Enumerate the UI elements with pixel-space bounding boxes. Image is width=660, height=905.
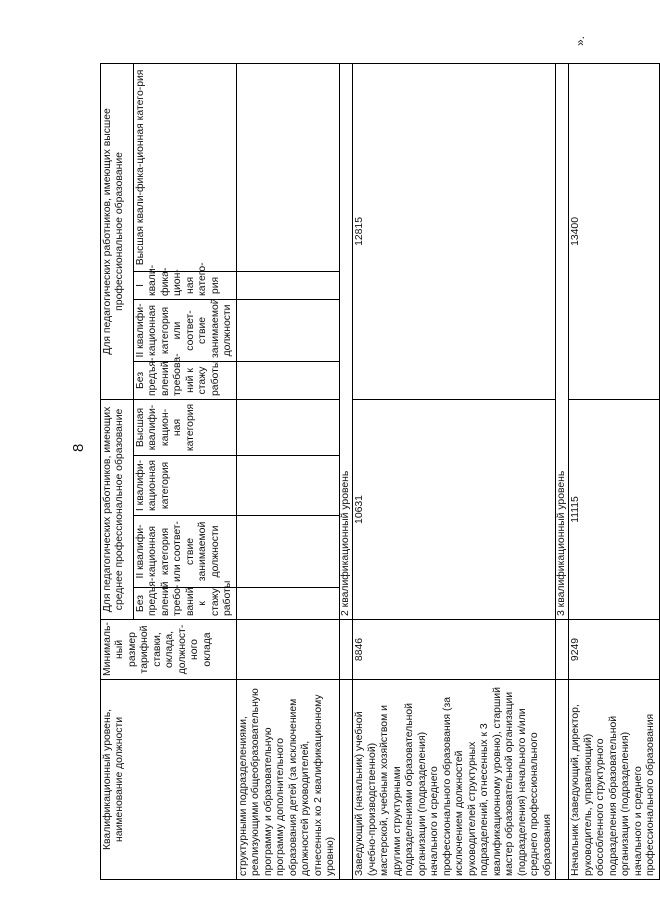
header-group-higher: Для педагогических работников, имеющих высшее профессиональное образование xyxy=(101,63,134,399)
table-row xyxy=(236,63,339,879)
row3-min-salary: 9249 xyxy=(569,620,659,680)
row1-min-salary xyxy=(236,620,339,680)
row1-cell xyxy=(236,588,339,620)
level3-blank xyxy=(555,680,568,880)
row1-cell xyxy=(236,361,339,399)
row3-secondary-salary: 11115 xyxy=(569,399,659,619)
level3-heading: 3 квалификационный уровень xyxy=(555,63,568,619)
subheader-secondary-category-2: II квалифи-кационная категория или соответ-ствие занимаемой должности xyxy=(134,516,237,588)
row2-min-salary: 8846 xyxy=(353,620,556,680)
row1-cell xyxy=(236,516,339,588)
level2-heading: 2 квалификационный уровень xyxy=(339,63,352,619)
row1-position: структурными подразделениями, реализующими общеобразовательную программу и образовательную программу дополнительного образования детей (за исключением должностей руководителей, отнесенных ко 2 квалификационному уровню) xyxy=(236,680,339,880)
row1-cell xyxy=(236,63,339,271)
table-row xyxy=(569,63,659,879)
subheader-higher-category-1: I квали-фика-цион-ная катего-рия xyxy=(134,271,237,299)
table-row-level-3 xyxy=(555,63,568,879)
header-group-secondary: Для педагогических работников, имеющих среднее профессиональное образование xyxy=(101,399,134,619)
subheader-secondary-category-1: I квалифи-кационная категория xyxy=(134,456,237,516)
level2-blank xyxy=(339,680,352,880)
table-row xyxy=(353,63,556,879)
row2-secondary-salary: 10631 xyxy=(353,399,556,619)
subheader-secondary-category-highest: Высшая квалифи-кацион-ная категория xyxy=(134,399,237,455)
subheader-higher-category-highest: Высшая квали-фика-ционная катего-рия xyxy=(134,63,237,271)
row2-position: Заведующий (начальник) учебной (учебно-производственной) мастерской, учебным хозяйством и другими структурными подразделениями образовательной организации (подразделения) начального и среднего профессионального образования (за исключением должностей руководителей структурных подразделений, отнесенных к 3 квалификационному уровню), старший мастер образовательной организации (подразделения) начального и/или среднего профессионального образования xyxy=(353,680,556,880)
level3-blank xyxy=(555,620,568,680)
level2-blank xyxy=(339,620,352,680)
row2-higher-salary: 12815 xyxy=(353,63,556,399)
page-corner-mark: ». xyxy=(573,35,587,46)
header-min-salary: Минималь-ный размер тарифной ставки, оклада, должност-ного оклада xyxy=(101,620,237,680)
header-position: Квалификационный уровень, наименование должности xyxy=(101,680,237,880)
row1-cell xyxy=(236,271,339,299)
subheader-higher-category-2: II квалифи-кационная категория или соответ-ствие занимаемой должности xyxy=(134,299,237,361)
row3-higher-salary: 13400 xyxy=(569,63,659,399)
table-row-level-2 xyxy=(339,63,352,879)
page-number: 8 xyxy=(70,443,87,452)
table-header-row xyxy=(101,63,134,879)
qualification-salary-table xyxy=(100,63,660,880)
subheader-secondary-no-experience: Без предъя-влений требо-ваний к стажу работы xyxy=(134,588,237,620)
row3-position: Начальник (заведующий, директор, руководитель, управляющий) обособленного структурного подразделения образовательной организации (подразделения) начального и среднего профессионального образования xyxy=(569,680,659,880)
row1-cell xyxy=(236,299,339,361)
row1-cell xyxy=(236,399,339,455)
subheader-higher-no-experience: Без предъя-влений требова-ний к стажу работы xyxy=(134,361,237,399)
row1-cell xyxy=(236,456,339,516)
